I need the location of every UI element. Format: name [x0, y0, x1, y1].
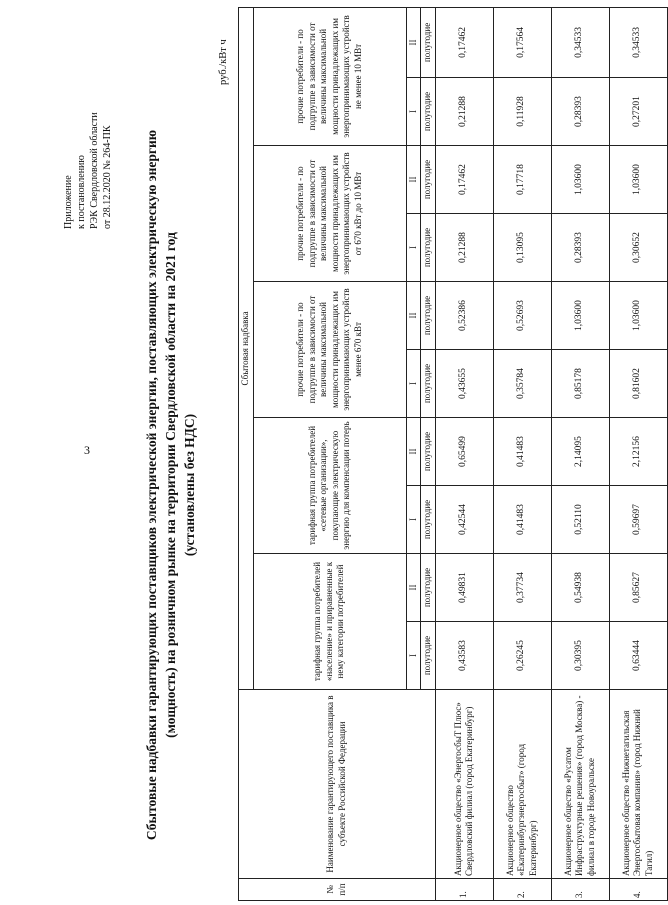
table-row	[493, 7, 551, 900]
half-num: II	[406, 418, 421, 486]
half-label: полугодие	[421, 282, 436, 350]
value-cell: 0,81602	[609, 350, 667, 418]
header-name: Наименование гарантирующего поставщика в субъекте Российской Федерации	[239, 690, 436, 879]
title-line: Сбытовые надбавки гарантирующих поставщиков электрической энергии, поставляющих электрическую энергию	[144, 129, 159, 841]
title-line: (мощность) на розничном рынке на территории Свердловской области на 2021 год	[163, 232, 178, 738]
value-cell: 0,59697	[609, 486, 667, 554]
half-label: полугодие	[421, 78, 436, 146]
row-name: Акционерное общество «Екатеринбургэнергосбыт» (город Екатеринбург)	[493, 690, 551, 879]
appendix-line: от 28.12.2020 № 264-ПК	[102, 125, 113, 229]
half-label: полугодие	[421, 350, 436, 418]
header-column-670kw-10mw: прочие потребители - по подгруппе в зависимости от величины максимальной мощности принадлежащих им энергопринимающих устройств от 670 кВт до 10 МВт	[253, 146, 406, 282]
document-title	[142, 105, 199, 865]
row-name: Акционерное общество «ЭнергосбыТ Плюс» Свердловский филиал (город Екатеринбург)	[435, 690, 493, 879]
value-cell: 0,21288	[435, 78, 493, 146]
value-cell: 0,52386	[435, 282, 493, 350]
row-num: 1.	[435, 879, 493, 901]
value-cell: 0,63444	[609, 622, 667, 690]
value-cell: 0,11928	[493, 78, 551, 146]
value-cell: 0,52693	[493, 282, 551, 350]
value-cell: 0,26245	[493, 622, 551, 690]
value-cell: 0,34533	[609, 7, 667, 77]
row-name: Акционерное общество «Русатом Инфраструктурные решения» (город Москва) - филиал в городе Новоуральске	[551, 690, 609, 879]
value-cell: 0,28393	[551, 214, 609, 282]
value-cell: 1,03600	[609, 146, 667, 214]
header-group: Сбытовая надбавка	[239, 7, 254, 689]
half-label: полугодие	[421, 214, 436, 282]
value-cell: 2,14095	[551, 418, 609, 486]
half-label: полугодие	[421, 554, 436, 622]
half-num: I	[406, 78, 421, 146]
value-cell: 1,03600	[551, 146, 609, 214]
table-row	[435, 7, 493, 900]
units-label: руб./кВт ч	[218, 39, 229, 85]
half-num: I	[406, 214, 421, 282]
appendix-line: Приложение	[63, 175, 74, 229]
value-cell: 0,17462	[435, 7, 493, 77]
value-cell: 1,03600	[609, 282, 667, 350]
value-cell: 0,43583	[435, 622, 493, 690]
header-column-over-10mw: прочие потребители - по подгруппе в зависимости от величины максимальной мощности принадлежащих им энергопринимающих устройств не менее 10 МВт	[253, 7, 406, 145]
value-cell: 0,54938	[551, 554, 609, 622]
value-cell: 0,27201	[609, 78, 667, 146]
value-cell: 0,17462	[435, 146, 493, 214]
half-num: II	[406, 146, 421, 214]
half-num: I	[406, 622, 421, 690]
half-num: II	[406, 7, 421, 77]
value-cell: 0,41483	[493, 486, 551, 554]
value-cell: 0,13095	[493, 214, 551, 282]
value-cell: 0,42544	[435, 486, 493, 554]
half-label: полугодие	[421, 146, 436, 214]
appendix-block	[62, 112, 114, 229]
half-num: II	[406, 282, 421, 350]
row-name: Акционерное общество «Нижнетагильская Энергосбытовая компания» (город Нижний Тагил)	[609, 690, 667, 879]
half-num: I	[406, 350, 421, 418]
row-num: 3.	[551, 879, 609, 901]
table-row	[609, 7, 667, 900]
half-num: II	[406, 554, 421, 622]
row-num: 4.	[609, 879, 667, 901]
appendix-line: к постановлению	[76, 155, 87, 229]
value-cell: 0,41483	[493, 418, 551, 486]
half-label: полугодие	[421, 7, 436, 77]
value-cell: 0,85178	[551, 350, 609, 418]
half-label: полугодие	[421, 486, 436, 554]
value-cell: 1,03600	[551, 282, 609, 350]
value-cell: 0,21288	[435, 214, 493, 282]
header-num: № п/п	[239, 879, 436, 901]
value-cell: 0,37734	[493, 554, 551, 622]
header-row-group	[239, 7, 254, 900]
half-label: полугодие	[421, 418, 436, 486]
tariff-table	[238, 7, 668, 901]
header-column-under-670kw: прочие потребители - по подгруппе в зависимости от величины максимальной мощности принадлежащих им энергопринимающих устройств менее 670 кВт	[253, 282, 406, 418]
title-line: (установлены без НДС)	[182, 413, 197, 557]
page-number: 3	[84, 443, 90, 457]
value-cell: 0,85627	[609, 554, 667, 622]
value-cell: 2,12156	[609, 418, 667, 486]
header-column-population: тарифная группа потребителей «население» и приравненные к нему категории потребителей	[253, 554, 406, 690]
value-cell: 0,28393	[551, 78, 609, 146]
half-label: полугодие	[421, 622, 436, 690]
value-cell: 0,30652	[609, 214, 667, 282]
value-cell: 0,17718	[493, 146, 551, 214]
table-row	[551, 7, 609, 900]
value-cell: 0,34533	[551, 7, 609, 77]
value-cell: 0,35784	[493, 350, 551, 418]
row-num: 2.	[493, 879, 551, 901]
header-column-network: тарифная группа потребителей «сетевые организации», покупающие электрическую энергию для компенсации потерь	[253, 418, 406, 554]
value-cell: 0,17564	[493, 7, 551, 77]
value-cell: 0,49831	[435, 554, 493, 622]
appendix-line: РЭК Свердловской области	[89, 112, 100, 229]
value-cell: 0,52110	[551, 486, 609, 554]
value-cell: 0,65499	[435, 418, 493, 486]
value-cell: 0,30395	[551, 622, 609, 690]
half-num: I	[406, 486, 421, 554]
value-cell: 0,43655	[435, 350, 493, 418]
